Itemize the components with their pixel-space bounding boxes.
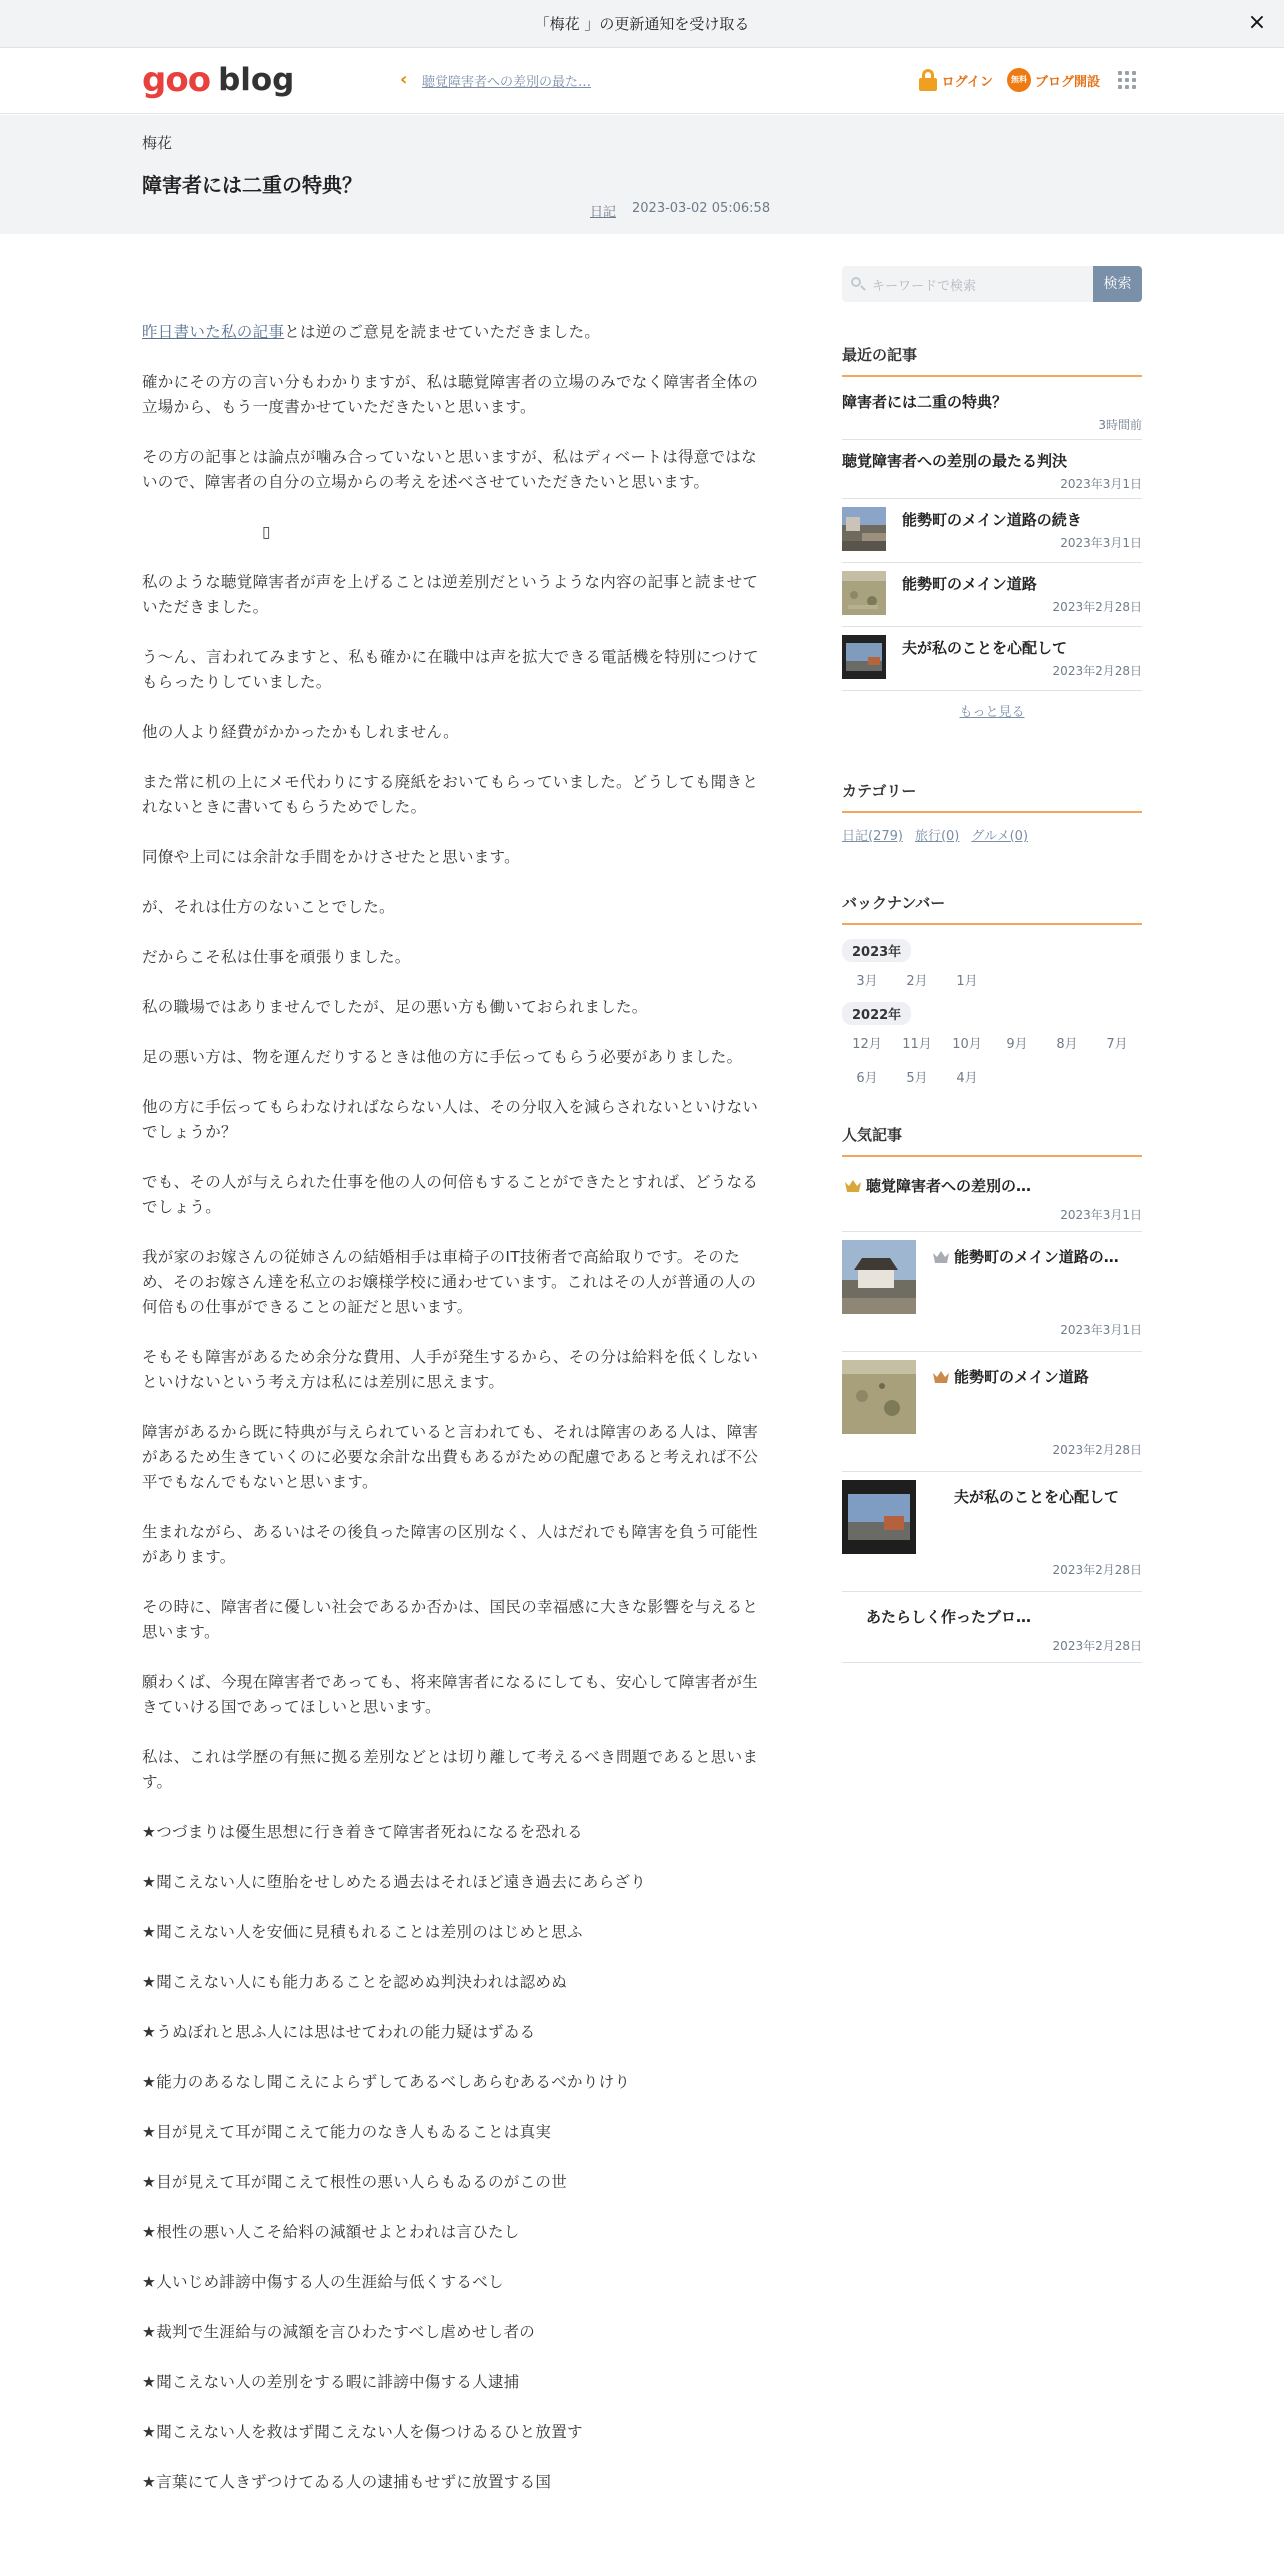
article-paragraph: 私の職場ではありませんでしたが、足の悪い方も働いておられました。 xyxy=(142,998,648,1016)
blog-name[interactable]: 梅花 xyxy=(142,134,173,152)
backnumber-heading: バックナンバー xyxy=(842,892,1142,925)
month-link[interactable]: 10月 xyxy=(952,1037,982,1052)
crown-icon xyxy=(844,1179,862,1193)
previous-article-link[interactable] xyxy=(400,70,591,90)
article-paragraph: また常に机の上にメモ代わりにする廃紙をおいてもらっていました。どうしても聞きとれないときに書いてもらうためでした。 xyxy=(142,773,759,816)
recent-articles-heading: 最近の記事 xyxy=(842,344,1142,377)
category-link[interactable]: 旅行(0) xyxy=(914,829,960,844)
popular-article-title[interactable]: 聴覚障害者への差別の… xyxy=(866,1177,1032,1195)
search-icon xyxy=(850,276,866,292)
article-paragraph: その時に、障害者に優しい社会であるか否かは、国民の幸福感に大きな影響を与えると思います。 xyxy=(142,1598,759,1641)
backnumber-section xyxy=(842,892,1142,1099)
article-paragraph: う〜ん、言われてみますと、私も確かに在職中は声を拡大できる電話機を特別につけてもらったりしていました。 xyxy=(142,648,759,691)
article-thumbnail[interactable] xyxy=(842,1240,916,1314)
search-button[interactable]: 検索 xyxy=(1093,266,1142,302)
popular-article-date: 2023年3月1日 xyxy=(1060,1208,1142,1222)
header-actions xyxy=(918,68,1136,92)
grid-menu-icon[interactable] xyxy=(1118,71,1136,89)
post-meta xyxy=(590,201,770,220)
month-link[interactable]: 9月 xyxy=(1006,1037,1028,1052)
missing-image-glyph: ▯ xyxy=(262,523,271,541)
recent-article-date: 2023年3月1日 xyxy=(1060,477,1142,491)
year-2023-badge[interactable]: 2023年 xyxy=(842,939,911,962)
article-body xyxy=(142,320,764,2520)
popular-article-title[interactable]: 夫が私のことを心配して xyxy=(954,1488,1120,1506)
article-paragraph: 願わくば、今現在障害者であっても、将来障害者になるにしても、安心して障害者が生きていける国であってほしいと思います。 xyxy=(142,1673,759,1716)
month-link[interactable]: 7月 xyxy=(1106,1037,1128,1052)
article-paragraph: ★聞こえない人を安価に見積もれることは差別のはじめと思ふ xyxy=(142,1923,583,1941)
recent-article-date: 2023年3月1日 xyxy=(1060,536,1142,550)
recent-articles-section xyxy=(842,344,1142,720)
search-box xyxy=(842,266,1142,302)
month-link[interactable]: 6月 xyxy=(856,1071,878,1086)
lock-icon xyxy=(918,69,938,91)
popular-article-title-row[interactable] xyxy=(842,1606,1142,1627)
article-paragraph: ★うぬぼれと思ふ人には思はせてわれの能力疑はずゐる xyxy=(142,2023,536,2041)
more-link[interactable]: もっと見る xyxy=(959,705,1025,720)
month-link[interactable]: 12月 xyxy=(852,1037,882,1052)
article-paragraph: 昨日書いた私の記事とは逆のご意見を読ませていただきました。 xyxy=(142,323,601,341)
article-paragraph: 同僚や上司には余計な手間をかけさせたと思います。 xyxy=(142,848,520,866)
login-link[interactable] xyxy=(918,69,993,91)
article-paragraph: 我が家のお嫁さんの従姉さんの結婚相手は車椅子のIT技術者で高給取りです。そのため、そのお嫁さん達を私立のお嬢様学校に通わせています。これはその人が普通の人の何倍もの仕事ができることの証だと思います。 xyxy=(142,1248,757,1316)
article-thumbnail[interactable] xyxy=(842,1360,916,1434)
free-badge-icon: 無料 xyxy=(1007,68,1031,92)
recent-article-item[interactable] xyxy=(842,381,1142,440)
recent-article-date: 3時間前 xyxy=(1098,418,1142,432)
article-thumbnail[interactable] xyxy=(842,507,886,551)
popular-article-date: 2023年3月1日 xyxy=(1060,1323,1142,1337)
close-icon[interactable]: × xyxy=(1247,10,1267,35)
article-paragraph: ★人いじめ誹謗中傷する人の生涯給与低くするべし xyxy=(142,2273,504,2291)
category-link[interactable]: 日記(279) xyxy=(842,829,903,844)
popular-articles-heading: 人気記事 xyxy=(842,1124,1142,1157)
open-blog-label: ブログ開設 xyxy=(1034,74,1100,90)
article-paragraph: 他の方に手伝ってもらわなければならない人は、その分収入を減らされないといけないでしょうか？ xyxy=(142,1098,759,1141)
post-datetime: 2023-03-02 05:06:58 xyxy=(632,201,771,216)
popular-article-date: 2023年2月28日 xyxy=(1052,1563,1142,1577)
recent-article-title[interactable]: 能勢町のメイン道路の続き xyxy=(902,511,1082,529)
article-paragraph: でも、その人が与えられた仕事を他の人の何倍もすることができたとすれば、どうなるでしょう。 xyxy=(142,1173,759,1216)
category-section xyxy=(842,780,1142,844)
article-paragraph: 確かにその方の言い分もわかりますが、私は聴覚障害者の立場のみでなく障害者全体の立場から、もう一度書かせていただきたいと思います。 xyxy=(142,373,759,416)
popular-article-item[interactable] xyxy=(842,1472,1142,1592)
recent-article-title[interactable]: 障害者には二重の特典？ xyxy=(842,393,1008,411)
recent-article-item[interactable] xyxy=(842,440,1142,499)
popular-article-title[interactable]: あたらしく作ったブロ… xyxy=(866,1608,1032,1626)
recent-article-title[interactable]: 能勢町のメイン道路 xyxy=(902,575,1037,593)
article-paragraph: だからこそ私は仕事を頑張りました。 xyxy=(142,948,411,966)
crown-icon xyxy=(932,1250,950,1264)
open-blog-link[interactable] xyxy=(1007,68,1100,92)
post-category-link[interactable]: 日記 xyxy=(590,205,617,220)
article-paragraph: ★聞こえない人に堕胎をせしめたる過去はそれほど遠き過去にあらざり xyxy=(142,1873,646,1891)
category-heading: カテゴリー xyxy=(842,780,1142,813)
article-paragraph: 生まれながら、あるいはその後負った障害の区別なく、人はだれでも障害を負う可能性があります。 xyxy=(142,1523,758,1566)
update-notification-bar[interactable] xyxy=(0,0,1284,48)
previous-post-link[interactable]: 昨日書いた私の記事 xyxy=(142,323,285,341)
article-paragraph: ★聞こえない人を救はず聞こえない人を傷つけゐるひと放置す xyxy=(142,2423,583,2441)
article-paragraph: ★能力のあるなし聞こえによらずしてあるべしあらむあるべかりけり xyxy=(142,2073,631,2091)
recent-article-title[interactable]: 夫が私のことを心配して xyxy=(902,639,1068,657)
recent-article-title[interactable]: 聴覚障害者への差別の最たる判決 xyxy=(842,452,1068,470)
recent-article-item[interactable] xyxy=(842,627,1142,691)
recent-article-item[interactable] xyxy=(842,499,1142,563)
chevron-left-icon: ‹ xyxy=(400,69,408,90)
month-link[interactable]: 1月 xyxy=(956,974,978,989)
article-paragraph: その方の記事とは論点が噛み合っていないと思いますが、私はディベートは得意ではないので、障害者の自分の立場からの考えを述べさせていただきたいと思います。 xyxy=(142,448,757,491)
popular-article-item[interactable] xyxy=(842,1161,1142,1232)
article-paragraph: 私は、これは学歴の有無に拠る差別などとは切り離して考えるべき問題であると思います。 xyxy=(142,1748,759,1791)
article-thumbnail[interactable] xyxy=(842,1480,916,1554)
notification-text[interactable]: 「梅花 」の更新通知を受け取る xyxy=(534,15,750,33)
logo-goo-text: goo xyxy=(142,60,211,100)
popular-articles-section xyxy=(842,1124,1142,1663)
article-paragraph: ★聞こえない人の差別をする暇に誹謗中傷する人逮捕 xyxy=(142,2373,520,2391)
popular-article-item[interactable] xyxy=(842,1352,1142,1472)
article-paragraph: が、それは仕方のないことでした。 xyxy=(142,898,395,916)
article-paragraph: 他の人より経費がかかったかもしれません。 xyxy=(142,723,459,741)
article-paragraph: 私のような聴覚障害者が声を上げることは逆差別だというような内容の記事と読ませていただきました。 xyxy=(142,573,759,616)
article-paragraph: ★目が見えて耳が聞こえて根性の悪い人らもゐるのがこの世 xyxy=(142,2173,567,2191)
article-paragraph: ★目が見えて耳が聞こえて能力のなき人もゐることは真実 xyxy=(142,2123,552,2141)
month-link[interactable]: 8月 xyxy=(1056,1037,1078,1052)
month-link[interactable]: 2月 xyxy=(906,974,928,989)
post-header xyxy=(0,115,1284,234)
article-thumbnail[interactable] xyxy=(842,635,886,679)
article-paragraph: ★言葉にて人きずつけてゐる人の逮捕もせずに放置する国 xyxy=(142,2473,552,2491)
article-paragraph: 障害があるから既に特典が与えられていると言われても、それは障害のある人は、障害があるため生きていくのに必要な余計な出費もあるがための配慮であると考えれば不公平でもなんでもないと思います。 xyxy=(142,1423,759,1491)
page-title: 障害者には二重の特典？ xyxy=(142,173,362,197)
recent-article-item[interactable] xyxy=(842,563,1142,627)
popular-article-title-row[interactable] xyxy=(842,1175,1142,1196)
site-header xyxy=(0,48,1284,114)
month-link[interactable]: 5月 xyxy=(906,1071,928,1086)
article-paragraph: ★裁判で生涯給与の減額を言ひわたすべし虐めせし者の xyxy=(142,2323,536,2341)
popular-article-item[interactable] xyxy=(842,1592,1142,1663)
article-paragraph: ★つづまりは優生思想に行き着きて障害者死ねになるを恐れる xyxy=(142,1823,583,1841)
month-link[interactable]: 4月 xyxy=(956,1071,978,1086)
month-link[interactable]: 11月 xyxy=(902,1037,932,1052)
popular-article-date: 2023年2月28日 xyxy=(1052,1639,1142,1653)
popular-article-title[interactable]: 能勢町のメイン道路 xyxy=(954,1368,1089,1386)
category-link[interactable]: グルメ(0) xyxy=(971,829,1029,844)
article-paragraph: ★根性の悪い人こそ給料の減額せよとわれは言ひたし xyxy=(142,2223,520,2241)
login-label: ログイン xyxy=(941,74,993,90)
popular-article-item[interactable] xyxy=(842,1232,1142,1352)
popular-article-date: 2023年2月28日 xyxy=(1052,1443,1142,1457)
recent-article-date: 2023年2月28日 xyxy=(1052,664,1142,678)
logo-blog-text: blog xyxy=(218,62,295,98)
popular-article-title[interactable]: 能勢町のメイン道路の… xyxy=(954,1248,1119,1266)
goo-blog-logo[interactable] xyxy=(142,60,294,100)
article-paragraph: 足の悪い方は、物を運んだりするときは他の方に手伝ってもらう必要がありました。 xyxy=(142,1048,743,1066)
article-thumbnail[interactable] xyxy=(842,571,886,615)
month-link[interactable]: 3月 xyxy=(856,974,878,989)
article-paragraph: そもそも障害があるため余分な費用、人手が発生するから、その分は給料を低くしないといけないという考え方は私には差別に思えます。 xyxy=(142,1348,759,1391)
year-2022-badge[interactable]: 2022年 xyxy=(842,1002,911,1025)
previous-article-label[interactable]: 聴覚障害者への差別の最た… xyxy=(422,74,592,90)
article-paragraph: ★聞こえない人にも能力あることを認めぬ判決われは認めぬ xyxy=(142,1973,567,1991)
search-input[interactable] xyxy=(842,266,1093,302)
crown-icon xyxy=(932,1370,950,1384)
search-placeholder: キーワードで検索 xyxy=(872,278,977,294)
recent-article-date: 2023年2月28日 xyxy=(1052,600,1142,614)
